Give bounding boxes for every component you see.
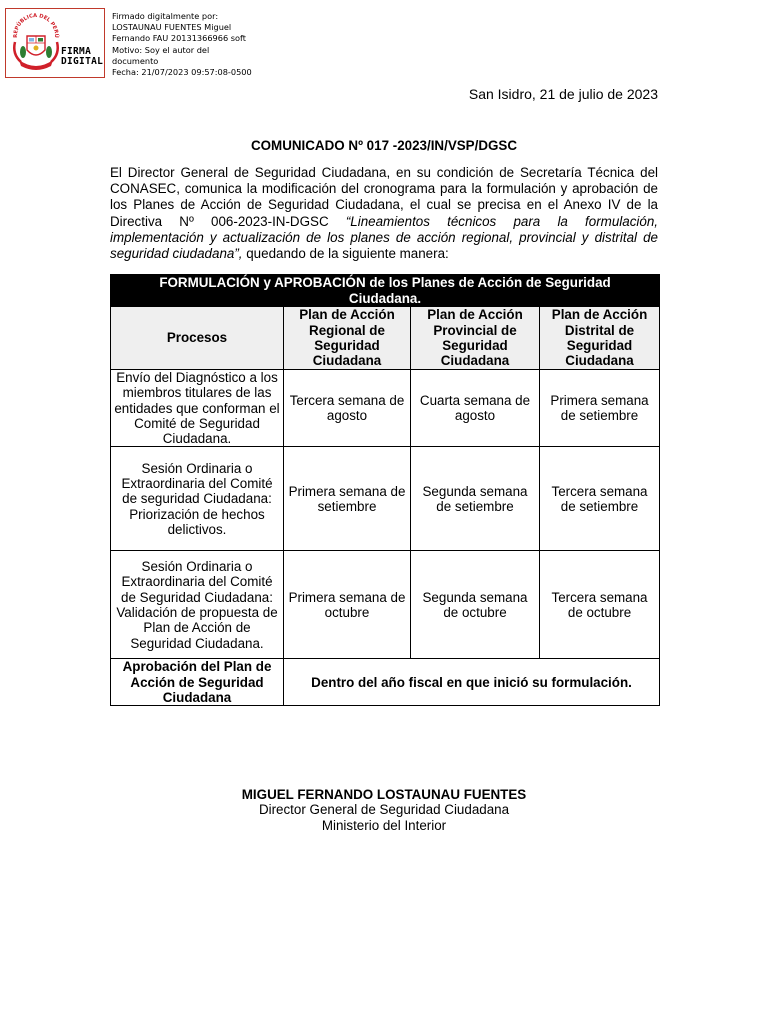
table-row [111,370,660,447]
paragraph-text-end: quedando de la siguiente manera: [242,246,449,262]
header-procesos: Procesos [111,307,284,370]
provincial-cell: Segunda semana de setiembre [411,447,540,551]
process-cell: Sesión Ordinaria o Extraordinaria del Comité de seguridad Ciudadana: Priorización de hechos delictivos. [111,447,284,551]
place-date: San Isidro, 21 de julio de 2023 [468,86,658,102]
distrital-cell: Tercera semana de octubre [540,551,660,659]
table-title: FORMULACIÓN y APROBACIÓN de los Planes de Acción de Seguridad Ciudadana. [111,275,660,307]
firma-label: FIRMA [61,46,92,57]
signer-block [0,787,768,833]
signature-meta-line: LOSTAUNAU FUENTES Miguel [112,22,232,33]
approval-value-cell: Dentro del año fiscal en que inició su formulación. [284,659,660,706]
table-row [111,551,660,659]
regional-cell: Tercera semana de agosto [284,370,411,447]
regional-cell: Primera semana de setiembre [284,447,411,551]
table-title-row [111,275,660,307]
digital-label: DIGITAL [61,56,104,67]
paragraph-text: El Director General de Seguridad Ciudadana, en su condición de Secretaría Técnica del CONASEC, comunica la modificación del cronograma para la formulación y aprobación de los Planes de Acción de Seguridad Ciudadana, el cual se precisa en el Anexo IV de la Directiva Nº 006-2023-IN-DGSC [110,165,658,229]
header-provincial: Plan de Acción Provincial de Seguridad Ciudadana [411,307,540,370]
body-paragraph [110,165,658,262]
digital-signature-stamp [5,8,105,78]
provincial-cell: Cuarta semana de agosto [411,370,540,447]
signer-name: MIGUEL FERNANDO LOSTAUNAU FUENTES [241,787,527,802]
signature-meta-line: Motivo: Soy el autor del [112,44,210,55]
distrital-cell: Primera semana de setiembre [540,370,660,447]
signature-metadata [112,11,262,78]
table-row-approval [111,659,660,706]
svg-text:REPÚBLICA DEL PERÚ [13,13,60,38]
signer-institution: Ministerio del Interior [321,817,447,833]
schedule-table [110,274,660,706]
signature-meta-line: Fecha: 21/07/2023 09:57:08-0500 [112,67,252,78]
table-row [111,447,660,551]
signature-meta-line: Fernando FAU 20131366966 soft [112,33,247,44]
process-cell: Sesión Ordinaria o Extraordinaria del Comité de Seguridad Ciudadana: Validación de propuesta de Plan de Acción de Seguridad Ciudadana. [111,551,284,659]
peru-coat-of-arms-seal [9,12,63,74]
signature-meta-line: Firmado digitalmente por: [112,11,219,21]
approval-process-cell: Aprobación del Plan de Acción de Seguridad Ciudadana [111,659,284,706]
directive-title: “Lineamientos técnicos para la formulación, implementación y actualización de los planes de acción regional, provincial y distrital de seguridad ciudadana”, [110,213,658,262]
signature-meta-line: documento [112,55,159,66]
provincial-cell: Segunda semana de octubre [411,551,540,659]
process-cell: Envío del Diagnóstico a los miembros titulares de las entidades que conforman el Comité de Seguridad Ciudadana. [111,370,284,447]
firma-digital-label [61,47,103,67]
document-title: COMUNICADO Nº 017 -2023/IN/VSP/DGSC [250,138,518,153]
header-regional: Plan de Acción Regional de Seguridad Ciudadana [284,307,411,370]
table-header-row [111,307,660,370]
signer-position: Director General de Seguridad Ciudadana [258,802,510,818]
header-distrital: Plan de Acción Distrital de Seguridad Ciudadana [540,307,660,370]
distrital-cell: Tercera semana de setiembre [540,447,660,551]
regional-cell: Primera semana de octubre [284,551,411,659]
seal-text: REPÚBLICA DEL PERÚ [12,12,60,38]
